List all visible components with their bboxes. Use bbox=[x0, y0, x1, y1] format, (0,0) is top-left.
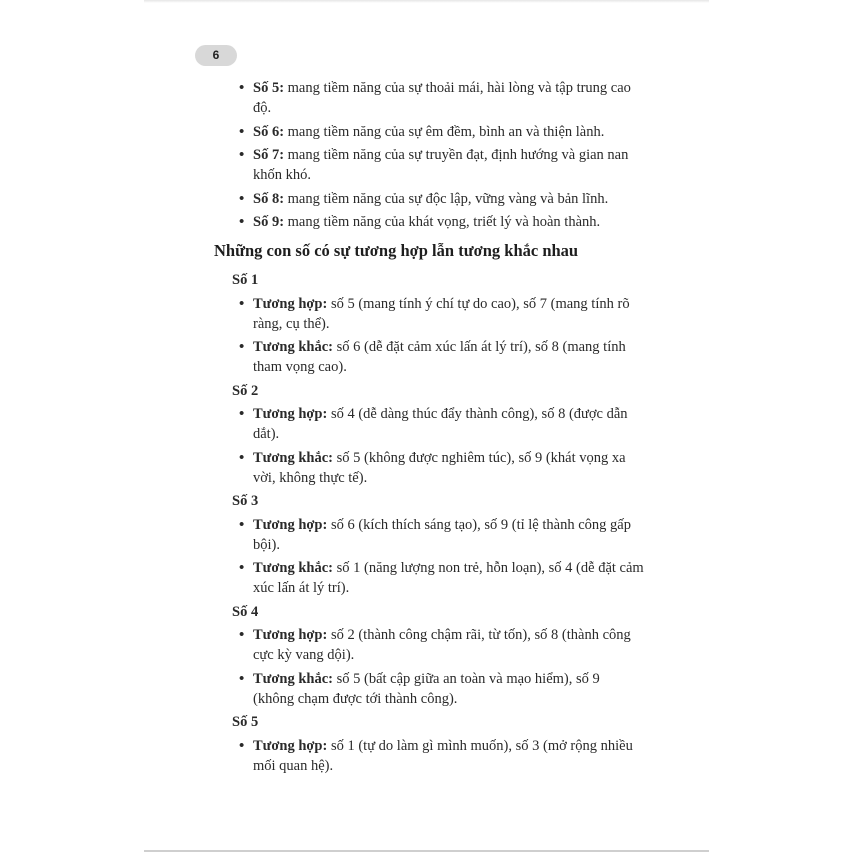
item-term: Tương hợp: bbox=[253, 737, 328, 754]
number-heading-4: Số 4 bbox=[232, 603, 259, 620]
page-number-badge: 6 bbox=[195, 45, 237, 66]
item-text: số 4 (dễ dàng thúc đẩy thành công), số 8 (được dẫn dắt). bbox=[253, 406, 628, 442]
item-term: Số 7: bbox=[253, 147, 285, 163]
item-term: Tương khắc: bbox=[253, 560, 333, 576]
item-term: Tương khắc: bbox=[253, 339, 333, 355]
item-text: số 1 (năng lượng non trẻ, hỗn loạn), số 4 (dễ đặt cảm xúc lấn át lý trí). bbox=[253, 560, 644, 596]
list-item bbox=[253, 736, 644, 776]
number-1-list bbox=[214, 294, 644, 378]
intro-list bbox=[214, 78, 644, 232]
item-term: Tương khắc: bbox=[253, 670, 333, 687]
number-2-list bbox=[214, 404, 644, 488]
page-content bbox=[214, 78, 644, 779]
item-text: số 5 (không được nghiêm túc), số 9 (khát vọng xa vời, không thực tế). bbox=[253, 449, 626, 486]
item-term: Tương khắc: bbox=[253, 449, 333, 466]
item-term: Tương hợp: bbox=[253, 406, 328, 422]
number-heading-5: Số 5 bbox=[232, 714, 259, 730]
list-item bbox=[253, 337, 644, 377]
list-item bbox=[253, 122, 644, 142]
item-text: mang tiềm năng của sự êm đềm, bình an và thiện lành. bbox=[284, 123, 605, 140]
item-text: số 1 (tự do làm gì mình muốn), số 3 (mở rộng nhiều mối quan hệ). bbox=[253, 737, 633, 774]
item-text: mang tiềm năng của khát vọng, triết lý và hoàn thành. bbox=[284, 214, 601, 230]
list-item bbox=[253, 625, 644, 665]
list-item bbox=[253, 212, 644, 232]
section-heading: Những con số có sự tương hợp lẫn tương khắc nhau bbox=[214, 241, 579, 260]
item-term: Số 6: bbox=[253, 123, 285, 140]
list-item bbox=[253, 515, 644, 555]
item-term: Tương hợp: bbox=[253, 295, 328, 312]
item-term: Tương hợp: bbox=[253, 516, 328, 533]
item-term: Tương hợp: bbox=[253, 627, 328, 643]
number-heading-3: Số 3 bbox=[232, 493, 259, 509]
number-4-list bbox=[214, 625, 644, 709]
list-item bbox=[253, 404, 644, 444]
item-text: số 5 (mang tính ý chí tự do cao), số 7 (mang tính rõ ràng, cụ thể). bbox=[253, 295, 630, 332]
item-text: mang tiềm năng của sự truyền đạt, định hướng và gian nan khốn khó. bbox=[253, 147, 629, 183]
item-text: mang tiềm năng của sự độc lập, vững vàng và bản lĩnh. bbox=[284, 190, 609, 207]
list-item bbox=[253, 558, 644, 598]
page-top-edge bbox=[144, 0, 709, 3]
item-text: số 5 (bất cập giữa an toàn và mạo hiểm), số 9 (không chạm được tới thành công). bbox=[253, 670, 600, 707]
number-heading-2: Số 2 bbox=[232, 382, 259, 399]
item-term: Số 5: bbox=[253, 80, 285, 96]
number-3-list bbox=[214, 515, 644, 599]
list-item bbox=[253, 669, 644, 709]
list-item bbox=[253, 78, 644, 118]
list-item bbox=[253, 294, 644, 334]
item-term: Số 8: bbox=[253, 190, 285, 207]
list-item bbox=[253, 189, 644, 209]
item-term: Số 9: bbox=[253, 214, 285, 230]
item-text: mang tiềm năng của sự thoải mái, hài lòng và tập trung cao độ. bbox=[253, 80, 631, 116]
item-text: số 6 (dễ đặt cảm xúc lấn át lý trí), số 8 (mang tính tham vọng cao). bbox=[253, 339, 626, 375]
number-heading-1: Số 1 bbox=[232, 272, 259, 288]
number-5-list bbox=[214, 736, 644, 776]
list-item bbox=[253, 448, 644, 488]
item-text: số 2 (thành công chậm rãi, từ tốn), số 8 (thành công cực kỳ vang dội). bbox=[253, 627, 631, 663]
list-item bbox=[253, 145, 644, 185]
item-text: số 6 (kích thích sáng tạo), số 9 (tỉ lệ thành công gấp bội). bbox=[253, 516, 631, 553]
